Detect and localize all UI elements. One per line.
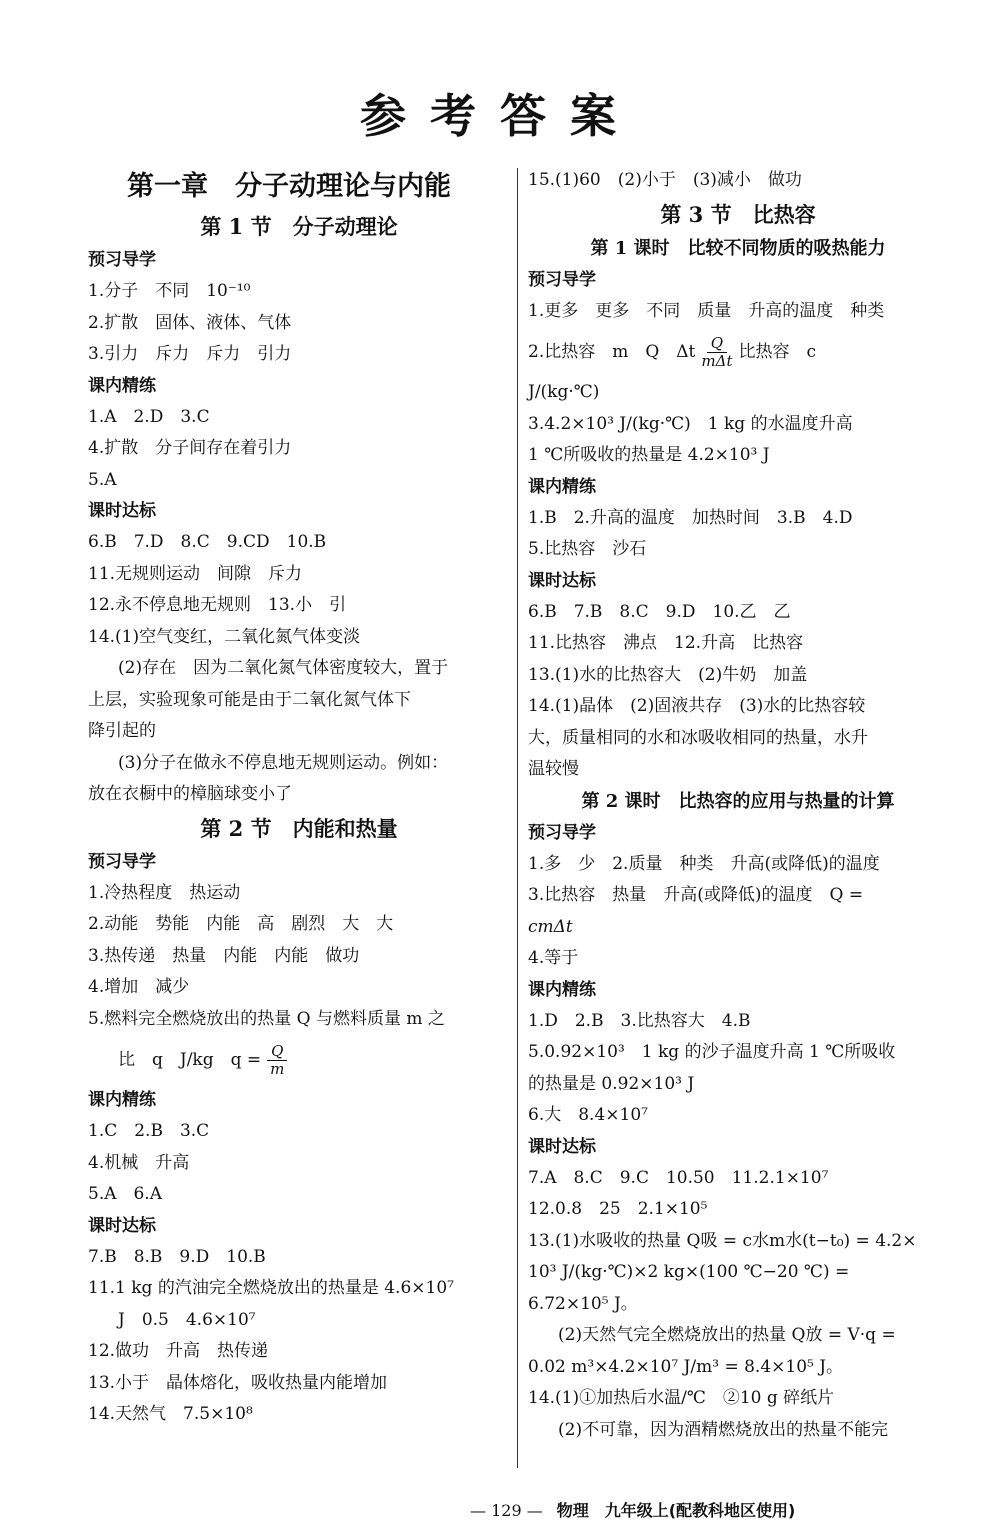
chapter-heading: 第一章 分子动理论与内能 — [127, 171, 451, 202]
lesson-heading: 第 2 课时 比热容的应用与热量的计算 — [581, 790, 895, 812]
subheading: 课时达标 — [528, 1136, 596, 1157]
answer-line: 3.比热容 热量 升高(或降低)的温度 Q = — [528, 885, 864, 905]
fraction — [701, 335, 732, 370]
page-number: — 129 — — [470, 1501, 543, 1520]
answer-line: 1.多 少 2.质量 种类 升高(或降低)的温度 — [528, 853, 880, 874]
answer-line: 11.比热容 沸点 12.升高 比热容 — [528, 633, 804, 653]
answer-line: 5.0.92×10³ 1 kg 的沙子温度升高 1 ℃所吸收 — [528, 1042, 896, 1062]
section-heading: 第 3 节 比热容 — [660, 201, 816, 227]
fraction-numerator: Q — [707, 335, 727, 353]
answer-line: 温较慢 — [528, 759, 579, 779]
book-subject: 物理 九年级上(配教科地区使用) — [556, 1501, 796, 1520]
subheading: 预习导学 — [88, 851, 156, 872]
answer-line: 13.(1)水的比热容大 (2)牛奶 加盖 — [528, 664, 808, 685]
answer-line: 放在衣橱中的樟脑球变小了 — [88, 784, 292, 804]
answer-line: 14.(1)晶体 (2)固液共存 (3)水的比热容较 — [528, 696, 866, 716]
answer-line: 11.1 kg 的汽油完全燃烧放出的热量是 4.6×10⁷ — [88, 1278, 454, 1298]
answer-line: 3.引力 斥力 斥力 引力 — [88, 344, 292, 364]
formula-text: 比热容 c — [738, 342, 817, 362]
subheading: 课时达标 — [88, 1215, 156, 1236]
lesson-heading: 第 1 课时 比较不同物质的吸热能力 — [590, 237, 886, 259]
answer-line: 1.A 2.D 3.C — [88, 406, 210, 427]
answer-line: 1 ℃所吸收的热量是 4.2×10³ J — [528, 445, 770, 465]
answer-line: 14.(1)①加热后水温/℃ ②10 g 碎纸片 — [528, 1388, 835, 1408]
answer-line: J 0.5 4.6×10⁷ — [118, 1309, 256, 1330]
section-heading: 第 1 节 分子动理论 — [200, 214, 398, 239]
answer-line: 15.(1)60 (2)小于 (3)减小 做功 — [528, 170, 802, 190]
answer-line: 11.无规则运动 间隙 斥力 — [88, 563, 303, 584]
answer-line: (2)天然气完全燃烧放出的热量 Q放 = V·q = — [558, 1325, 896, 1345]
subheading: 课时达标 — [88, 501, 156, 521]
answer-line: 12.0.8 25 2.1×10⁵ — [528, 1199, 708, 1219]
answer-line: (2)不可靠，因为酒精燃烧放出的热量不能完 — [558, 1419, 889, 1440]
answer-line: 13.(1)水吸收的热量 Q吸 = c水m水(t−t₀) = 4.2× — [528, 1230, 917, 1251]
answer-line: 5.A 6.A — [88, 1184, 162, 1204]
answer-line: (3)分子在做永不停息地无规则运动。例如： — [118, 752, 449, 773]
answer-line: 5.比热容 沙石 — [528, 539, 647, 559]
formula-line — [528, 327, 948, 377]
answer-line: 14.(1)空气变红，二氧化氮气体变淡 — [88, 626, 361, 647]
fraction-numerator: Q — [267, 1043, 287, 1061]
subheading: 课内精练 — [88, 375, 156, 396]
answer-line: 3.4.2×10³ J/(kg·℃) 1 kg 的水温度升高 — [528, 413, 853, 434]
fraction-denominator: m — [270, 1060, 285, 1078]
answer-line: 1.更多 更多 不同 质量 升高的温度 种类 — [528, 300, 885, 321]
answer-line: (2)存在 因为二氧化氮气体密度较大，置于 — [118, 658, 449, 678]
answer-line: 7.A 8.C 9.C 10.50 11.2.1×10⁷ — [528, 1167, 829, 1188]
answer-line: 4.机械 升高 — [88, 1152, 190, 1173]
column-divider — [517, 168, 518, 1468]
answer-line: 0.02 m³×4.2×10⁷ J/m³ = 8.4×10⁵ J。 — [528, 1356, 844, 1377]
answer-line: 6.大 8.4×10⁷ — [528, 1105, 648, 1125]
answer-line: 大，质量相同的水和冰吸收相同的热量，水升 — [528, 727, 868, 748]
answer-line: 2.动能 势能 内能 高 剧烈 大 大 — [88, 914, 394, 934]
answer-line: 3.热传递 热量 内能 内能 做功 — [88, 945, 360, 966]
subheading: 课内精练 — [88, 1090, 156, 1110]
answer-line: 6.B 7.B 8.C 9.D 10.乙 乙 — [528, 601, 791, 622]
subheading: 课内精练 — [528, 476, 596, 497]
answer-line: 4.增加 减少 — [88, 977, 190, 997]
subheading: 课时达标 — [528, 570, 596, 591]
fraction-denominator: mΔt — [701, 352, 733, 370]
formula-text: 2.比热容 m Q Δt — [528, 342, 696, 362]
formula-text: 比 q J/kg q = — [118, 1050, 262, 1070]
subheading: 预习导学 — [88, 250, 156, 270]
answer-line: 上层，实验现象可能是由于二氧化氮气体下 — [88, 689, 411, 710]
subheading: 课内精练 — [528, 979, 596, 1000]
answer-line: 5.燃料完全燃烧放出的热量 Q 与燃料质量 m 之 — [88, 1008, 445, 1029]
page-title: 参考答案 — [360, 89, 640, 143]
answer-line: 14.天然气 7.5×10⁸ — [88, 1404, 253, 1424]
answer-line: 1.B 2.升高的温度 加热时间 3.B 4.D — [528, 507, 853, 528]
left-column — [88, 165, 510, 1431]
answer-line: 1.分子 不同 10⁻¹⁰ — [88, 281, 251, 301]
answer-line: 5.A — [88, 469, 117, 490]
answer-line: 1.C 2.B 3.C — [88, 1121, 210, 1141]
answer-line: 1.冷热程度 热运动 — [88, 882, 241, 903]
answer-line: 降引起的 — [88, 721, 156, 741]
answer-line: 4.扩散 分子间存在着引力 — [88, 438, 292, 458]
answer-line: cmΔt — [528, 916, 573, 937]
formula-line — [88, 1035, 510, 1085]
answer-line: 13.小于 晶体熔化，吸收热量内能增加 — [88, 1372, 388, 1393]
answer-line: J/(kg·℃) — [528, 382, 600, 402]
answer-line: 12.做功 升高 热传递 — [88, 1341, 269, 1361]
subheading: 预习导学 — [528, 269, 596, 290]
right-column — [528, 165, 948, 1446]
answer-line: 4.等于 — [528, 948, 579, 968]
answer-line: 6.B 7.D 8.C 9.CD 10.B — [88, 532, 327, 552]
page-footer — [470, 1498, 795, 1521]
answer-line: 的热量是 0.92×10³ J — [528, 1073, 695, 1094]
answer-line: 6.72×10⁵ J。 — [528, 1293, 638, 1314]
answer-line: 12.永不停息地无规则 13.小 引 — [88, 595, 347, 615]
answer-line: 10³ J/(kg·℃)×2 kg×(100 ℃−20 ℃) = — [528, 1262, 850, 1282]
answer-line: 7.B 8.B 9.D 10.B — [88, 1246, 266, 1267]
subheading: 预习导学 — [528, 822, 596, 843]
answer-line: 1.D 2.B 3.比热容大 4.B — [528, 1010, 751, 1031]
section-heading: 第 2 节 内能和热量 — [200, 815, 398, 841]
fraction — [267, 1043, 287, 1078]
answer-line: 2.扩散 固体、液体、气体 — [88, 312, 292, 333]
